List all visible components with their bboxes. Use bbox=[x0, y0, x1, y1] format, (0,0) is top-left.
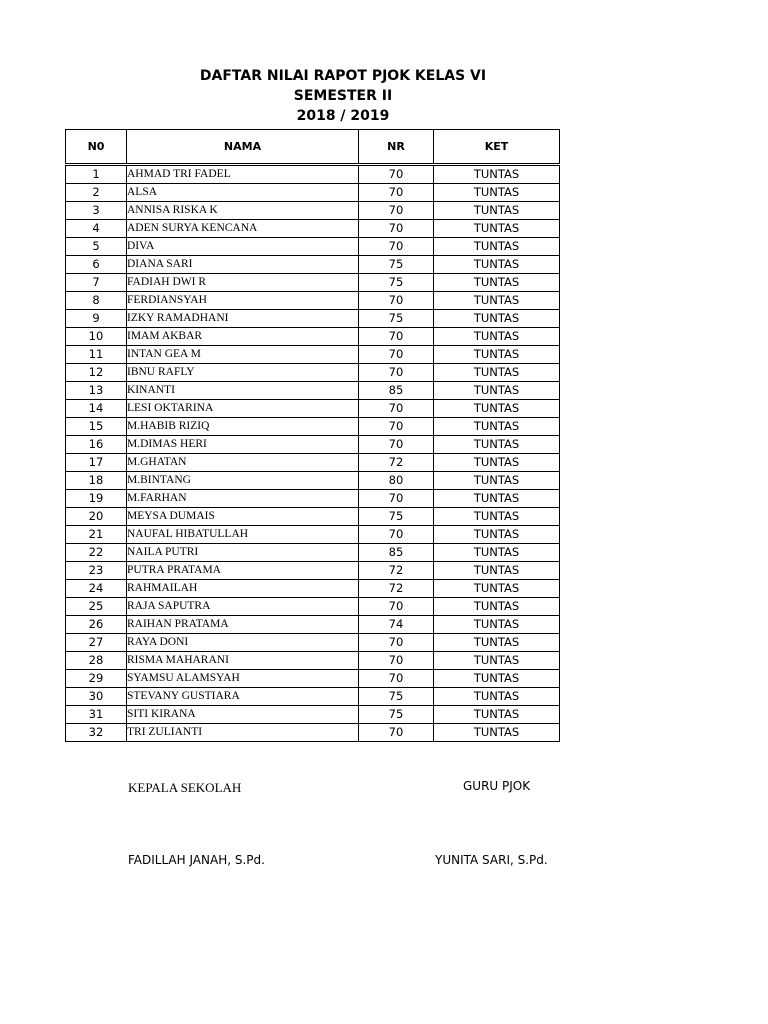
cell-nr: 74 bbox=[359, 616, 434, 634]
cell-no: 15 bbox=[66, 418, 127, 436]
table-row bbox=[66, 652, 560, 670]
cell-nr: 70 bbox=[359, 436, 434, 454]
cell-ket: TUNTAS bbox=[434, 688, 560, 706]
cell-nama: NAILA PUTRI bbox=[127, 544, 359, 562]
cell-no: 14 bbox=[66, 400, 127, 418]
cell-nr: 75 bbox=[359, 256, 434, 274]
cell-ket: TUNTAS bbox=[434, 364, 560, 382]
title-line-1: DAFTAR NILAI RAPOT PJOK KELAS VI bbox=[199, 68, 487, 84]
cell-nama: ALSA bbox=[127, 184, 359, 202]
table-row bbox=[66, 202, 560, 220]
cell-ket: TUNTAS bbox=[434, 562, 560, 580]
cell-nr: 70 bbox=[359, 346, 434, 364]
cell-ket: TUNTAS bbox=[434, 472, 560, 490]
cell-nama: RAIHAN PRATAMA bbox=[127, 616, 359, 634]
cell-no: 18 bbox=[66, 472, 127, 490]
table-row bbox=[66, 544, 560, 562]
cell-no: 10 bbox=[66, 328, 127, 346]
cell-nr: 70 bbox=[359, 634, 434, 652]
table-row bbox=[66, 616, 560, 634]
cell-nama: RAYA DONI bbox=[127, 634, 359, 652]
cell-no: 20 bbox=[66, 508, 127, 526]
cell-no: 1 bbox=[66, 165, 127, 184]
table-row bbox=[66, 364, 560, 382]
table-row bbox=[66, 706, 560, 724]
cell-nr: 70 bbox=[359, 292, 434, 310]
cell-no: 22 bbox=[66, 544, 127, 562]
cell-nr: 85 bbox=[359, 382, 434, 400]
cell-nama: FADIAH DWI R bbox=[127, 274, 359, 292]
table-body bbox=[66, 165, 560, 742]
table-row bbox=[66, 436, 560, 454]
cell-ket: TUNTAS bbox=[434, 544, 560, 562]
cell-nama: IZKY RAMADHANI bbox=[127, 310, 359, 328]
cell-ket: TUNTAS bbox=[434, 580, 560, 598]
cell-ket: TUNTAS bbox=[434, 508, 560, 526]
cell-ket: TUNTAS bbox=[434, 418, 560, 436]
cell-no: 23 bbox=[66, 562, 127, 580]
table-row bbox=[66, 274, 560, 292]
cell-ket: TUNTAS bbox=[434, 220, 560, 238]
cell-no: 11 bbox=[66, 346, 127, 364]
cell-no: 30 bbox=[66, 688, 127, 706]
cell-nr: 72 bbox=[359, 580, 434, 598]
cell-nama: MEYSA DUMAIS bbox=[127, 508, 359, 526]
header-ket: KET bbox=[434, 130, 560, 165]
table-row bbox=[66, 562, 560, 580]
cell-ket: TUNTAS bbox=[434, 598, 560, 616]
cell-no: 25 bbox=[66, 598, 127, 616]
cell-ket: TUNTAS bbox=[434, 346, 560, 364]
cell-nama: NAUFAL HIBATULLAH bbox=[127, 526, 359, 544]
cell-nama: ANNISA RISKA K bbox=[127, 202, 359, 220]
cell-no: 2 bbox=[66, 184, 127, 202]
table-row bbox=[66, 220, 560, 238]
cell-ket: TUNTAS bbox=[434, 328, 560, 346]
table-row bbox=[66, 598, 560, 616]
cell-no: 17 bbox=[66, 454, 127, 472]
cell-nama: AHMAD TRI FADEL bbox=[127, 165, 359, 184]
cell-nama: PUTRA PRATAMA bbox=[127, 562, 359, 580]
table-row bbox=[66, 490, 560, 508]
cell-nama: SYAMSU ALAMSYAH bbox=[127, 670, 359, 688]
cell-nama: M.DIMAS HERI bbox=[127, 436, 359, 454]
cell-nr: 70 bbox=[359, 526, 434, 544]
cell-nr: 70 bbox=[359, 490, 434, 508]
table-row bbox=[66, 634, 560, 652]
cell-nr: 70 bbox=[359, 598, 434, 616]
teacher-role: GURU PJOK bbox=[463, 779, 531, 793]
cell-nr: 70 bbox=[359, 328, 434, 346]
cell-nr: 75 bbox=[359, 310, 434, 328]
cell-nama: DIVA bbox=[127, 238, 359, 256]
header-no: N0 bbox=[66, 130, 127, 165]
cell-nr: 70 bbox=[359, 202, 434, 220]
cell-nr: 70 bbox=[359, 670, 434, 688]
table-row bbox=[66, 508, 560, 526]
table-row bbox=[66, 292, 560, 310]
cell-nr: 72 bbox=[359, 454, 434, 472]
cell-no: 27 bbox=[66, 634, 127, 652]
cell-nama: TRI ZULIANTI bbox=[127, 724, 359, 742]
cell-no: 6 bbox=[66, 256, 127, 274]
cell-nama: IMAM AKBAR bbox=[127, 328, 359, 346]
cell-ket: TUNTAS bbox=[434, 165, 560, 184]
table-header-row bbox=[66, 130, 560, 165]
table-row bbox=[66, 400, 560, 418]
cell-nama: M.BINTANG bbox=[127, 472, 359, 490]
cell-nama: FERDIANSYAH bbox=[127, 292, 359, 310]
cell-ket: TUNTAS bbox=[434, 400, 560, 418]
header-nama: NAMA bbox=[127, 130, 359, 165]
cell-no: 4 bbox=[66, 220, 127, 238]
table-row bbox=[66, 328, 560, 346]
cell-no: 21 bbox=[66, 526, 127, 544]
cell-nama: IBNU RAFLY bbox=[127, 364, 359, 382]
table-row bbox=[66, 418, 560, 436]
cell-nr: 75 bbox=[359, 274, 434, 292]
table-row bbox=[66, 580, 560, 598]
table-row bbox=[66, 724, 560, 742]
grades-table bbox=[65, 129, 560, 742]
cell-nama: KINANTI bbox=[127, 382, 359, 400]
header-nr: NR bbox=[359, 130, 434, 165]
cell-no: 28 bbox=[66, 652, 127, 670]
cell-no: 13 bbox=[66, 382, 127, 400]
cell-no: 16 bbox=[66, 436, 127, 454]
table-row bbox=[66, 256, 560, 274]
cell-nr: 75 bbox=[359, 706, 434, 724]
cell-ket: TUNTAS bbox=[434, 184, 560, 202]
table-row bbox=[66, 346, 560, 364]
cell-nr: 70 bbox=[359, 652, 434, 670]
cell-nama: M.GHATAN bbox=[127, 454, 359, 472]
cell-nama: RISMA MAHARANI bbox=[127, 652, 359, 670]
cell-nr: 70 bbox=[359, 165, 434, 184]
cell-nr: 72 bbox=[359, 562, 434, 580]
cell-no: 24 bbox=[66, 580, 127, 598]
table-row bbox=[66, 670, 560, 688]
cell-nama: STEVANY GUSTIARA bbox=[127, 688, 359, 706]
table-row bbox=[66, 310, 560, 328]
cell-no: 29 bbox=[66, 670, 127, 688]
cell-no: 31 bbox=[66, 706, 127, 724]
cell-ket: TUNTAS bbox=[434, 706, 560, 724]
cell-no: 8 bbox=[66, 292, 127, 310]
cell-ket: TUNTAS bbox=[434, 202, 560, 220]
table-row bbox=[66, 526, 560, 544]
cell-nr: 70 bbox=[359, 364, 434, 382]
principal-name: FADILLAH JANAH, S.Pd. bbox=[128, 853, 265, 867]
principal-role: KEPALA SEKOLAH bbox=[128, 780, 242, 795]
cell-nr: 70 bbox=[359, 184, 434, 202]
cell-nama: RAHMAILAH bbox=[127, 580, 359, 598]
cell-nama: RAJA SAPUTRA bbox=[127, 598, 359, 616]
cell-no: 12 bbox=[66, 364, 127, 382]
table-row bbox=[66, 688, 560, 706]
cell-nr: 85 bbox=[359, 544, 434, 562]
cell-nr: 70 bbox=[359, 400, 434, 418]
cell-nr: 70 bbox=[359, 724, 434, 742]
cell-ket: TUNTAS bbox=[434, 652, 560, 670]
cell-ket: TUNTAS bbox=[434, 292, 560, 310]
cell-no: 9 bbox=[66, 310, 127, 328]
title-line-2: SEMESTER II bbox=[293, 88, 393, 104]
cell-ket: TUNTAS bbox=[434, 436, 560, 454]
cell-no: 32 bbox=[66, 724, 127, 742]
cell-nama: M.HABIB RIZIQ bbox=[127, 418, 359, 436]
cell-ket: TUNTAS bbox=[434, 616, 560, 634]
cell-ket: TUNTAS bbox=[434, 724, 560, 742]
table-row bbox=[66, 165, 560, 184]
title-line-3: 2018 / 2019 bbox=[296, 108, 390, 124]
cell-nr: 70 bbox=[359, 418, 434, 436]
cell-nama: INTAN GEA M bbox=[127, 346, 359, 364]
cell-ket: TUNTAS bbox=[434, 382, 560, 400]
cell-no: 19 bbox=[66, 490, 127, 508]
cell-no: 3 bbox=[66, 202, 127, 220]
cell-ket: TUNTAS bbox=[434, 238, 560, 256]
cell-ket: TUNTAS bbox=[434, 256, 560, 274]
cell-ket: TUNTAS bbox=[434, 526, 560, 544]
cell-nr: 80 bbox=[359, 472, 434, 490]
teacher-name: YUNITA SARI, S.Pd. bbox=[435, 853, 548, 867]
cell-nr: 75 bbox=[359, 508, 434, 526]
table-row bbox=[66, 238, 560, 256]
cell-ket: TUNTAS bbox=[434, 310, 560, 328]
cell-nama: ADEN SURYA KENCANA bbox=[127, 220, 359, 238]
cell-nr: 70 bbox=[359, 220, 434, 238]
cell-nama: M.FARHAN bbox=[127, 490, 359, 508]
cell-nr: 75 bbox=[359, 688, 434, 706]
cell-nr: 70 bbox=[359, 238, 434, 256]
cell-no: 5 bbox=[66, 238, 127, 256]
document-title bbox=[0, 66, 686, 126]
cell-nama: DIANA SARI bbox=[127, 256, 359, 274]
table-row bbox=[66, 184, 560, 202]
table-row bbox=[66, 472, 560, 490]
cell-ket: TUNTAS bbox=[434, 274, 560, 292]
table-row bbox=[66, 382, 560, 400]
cell-ket: TUNTAS bbox=[434, 670, 560, 688]
cell-ket: TUNTAS bbox=[434, 454, 560, 472]
table-row bbox=[66, 454, 560, 472]
cell-ket: TUNTAS bbox=[434, 490, 560, 508]
cell-no: 7 bbox=[66, 274, 127, 292]
cell-ket: TUNTAS bbox=[434, 634, 560, 652]
cell-nama: SITI KIRANA bbox=[127, 706, 359, 724]
cell-no: 26 bbox=[66, 616, 127, 634]
cell-nama: LESI OKTARINA bbox=[127, 400, 359, 418]
